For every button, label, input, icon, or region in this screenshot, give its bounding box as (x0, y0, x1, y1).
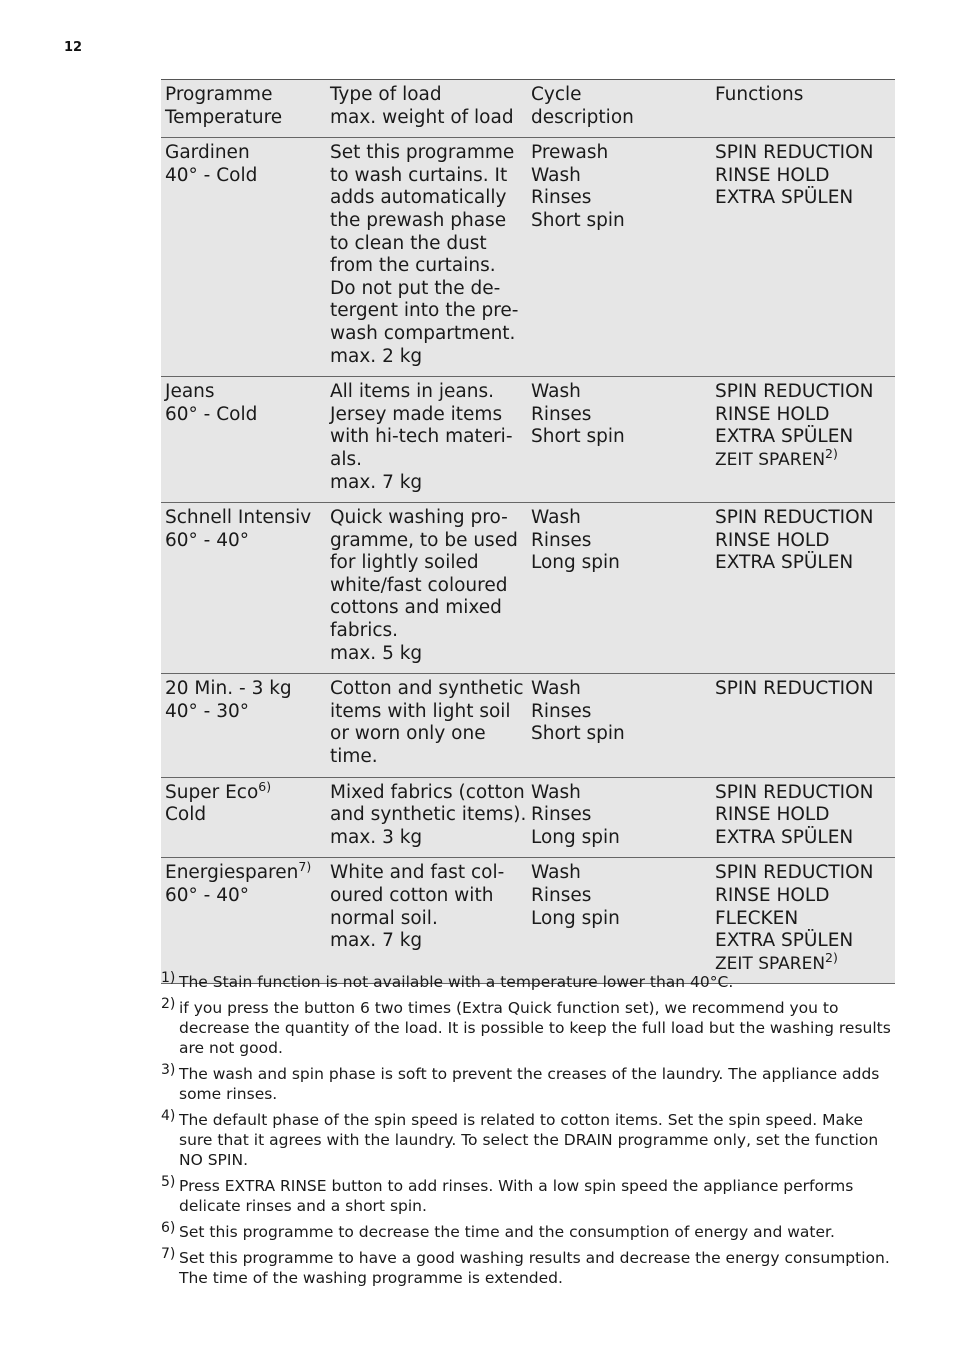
cycle-cell (527, 777, 711, 858)
cell-text: wash compartment. (330, 322, 516, 344)
column-header-line (531, 84, 707, 107)
load-line (330, 381, 523, 404)
load-line (330, 804, 527, 827)
function-item (715, 426, 891, 449)
cell-text: All items in jeans. (330, 381, 494, 403)
function-item (715, 862, 891, 885)
load-line (330, 233, 523, 256)
load-line (330, 552, 523, 575)
cell-text: Long spin (531, 826, 620, 848)
cell-text: or worn only one (330, 723, 486, 745)
table-row (161, 674, 895, 777)
cell-text: Rinses (531, 529, 592, 551)
cell-text: oured cotton with (330, 885, 494, 906)
function-item (715, 827, 891, 850)
cell-text: RINSE HOLD (715, 885, 830, 906)
cell-text: max. 3 kg (330, 826, 423, 848)
cell-text: cottons and mixed (330, 597, 502, 619)
cell-text: Rinses (531, 403, 592, 425)
load-line (330, 885, 523, 908)
load-line (330, 187, 523, 210)
cell-text: Type of load (330, 84, 442, 105)
load-line (330, 507, 523, 530)
function-item (715, 165, 891, 188)
load-line (330, 530, 523, 553)
cell-text: Short spin (531, 209, 625, 231)
footnote-number: 1) (161, 970, 176, 986)
cell-text: with hi-tech materi- (330, 426, 513, 448)
cell-text: max. weight of load (330, 106, 514, 128)
load-line (330, 746, 523, 769)
cell-text: ZEIT SPAREN (715, 953, 826, 974)
column-header-line (531, 107, 707, 130)
load-line (330, 575, 523, 598)
cell-text: Rinses (531, 187, 592, 209)
cell-text: Long spin (531, 907, 620, 929)
function-item (715, 885, 891, 908)
programme-cell (161, 138, 326, 377)
cell-text: Cotton and synthetic (330, 678, 524, 700)
programme-name (165, 507, 322, 530)
programme-cell (161, 503, 326, 674)
footnote-number: 3) (161, 1062, 176, 1078)
cell-text: EXTRA SPÜLEN (715, 826, 854, 848)
programme-temperature (165, 165, 322, 188)
cell-text: Super Eco (165, 781, 259, 803)
cycle-step (531, 552, 707, 575)
cell-text: ZEIT SPAREN (715, 449, 826, 470)
load-line (330, 827, 523, 850)
footnote (161, 1110, 895, 1170)
cycle-step (531, 426, 707, 449)
page-number: 12 (64, 40, 83, 55)
functions-cell (711, 777, 895, 858)
footnote-text: decrease the quantity of the load. It is possible to keep the full load but the washing results (179, 1019, 891, 1037)
cell-text: max. 2 kg (330, 345, 423, 367)
footnote-number: 7) (161, 1246, 176, 1262)
load-cell (326, 777, 527, 858)
cycle-step (531, 827, 707, 850)
footnote-number: 5) (161, 1174, 176, 1190)
load-line (330, 643, 523, 666)
load-line (330, 426, 523, 449)
table-row (161, 377, 895, 503)
load-line (330, 723, 523, 746)
cell-text: 40° - Cold (165, 164, 258, 186)
footnote-text: some rinses. (179, 1085, 278, 1103)
cycle-cell (527, 138, 711, 377)
load-cell (326, 674, 527, 777)
cell-text: 40° - 30° (165, 700, 250, 722)
function-item (715, 404, 891, 427)
footnote (161, 1248, 895, 1288)
column-header (527, 80, 711, 138)
programme-temperature (165, 404, 322, 427)
cell-text: Rinses (531, 804, 592, 826)
function-item (715, 445, 891, 472)
footnote-text: sure that it agrees with the laundry. To select the DRAIN programme only, set the function (179, 1131, 879, 1149)
cell-text: SPIN REDUCTION (715, 142, 874, 164)
cell-text: SPIN REDUCTION (715, 507, 874, 529)
cell-text: and synthetic items). (330, 804, 527, 826)
footnote-text: The default phase of the spin speed is related to cotton items. Set the spin speed. Make (179, 1111, 863, 1129)
footnote-text: Set this programme to have a good washing results and decrease the energy consumption. (179, 1249, 890, 1267)
cell-text: Long spin (531, 552, 620, 574)
cycle-step (531, 507, 707, 530)
cycle-step (531, 701, 707, 724)
footnote-ref: 2) (825, 445, 838, 461)
cell-text: Short spin (531, 723, 625, 745)
load-line (330, 346, 523, 369)
cell-text: Gardinen (165, 142, 250, 164)
cycle-step (531, 187, 707, 210)
cycle-step (531, 723, 707, 746)
cell-text: Wash (531, 781, 581, 803)
programme-name (165, 778, 322, 805)
cell-text: items with light soil (330, 700, 511, 722)
cell-text: normal soil. (330, 907, 438, 929)
cell-text: to wash curtains. It (330, 164, 508, 186)
cell-text: RINSE HOLD (715, 403, 830, 425)
footnote-text: delicate rinses and a short spin. (179, 1197, 427, 1215)
footnote-text: The wash and spin phase is soft to prevent the creases of the laundry. The appliance adds (179, 1065, 880, 1083)
cell-text: FLECKEN (715, 907, 799, 929)
programme-cell (161, 858, 326, 984)
cell-text: fabrics. (330, 620, 399, 642)
footnote (161, 1222, 895, 1242)
cell-text: Mixed fabrics (cotton (330, 781, 525, 803)
footnote-text: are not good. (179, 1039, 283, 1057)
programme-table (161, 79, 895, 984)
cell-text: Wash (531, 678, 581, 700)
function-item (715, 782, 891, 805)
cell-text: Temperature (165, 106, 283, 128)
load-cell (326, 503, 527, 674)
cell-text: Short spin (531, 426, 625, 448)
footnote (161, 1064, 895, 1104)
programme-table-container (161, 79, 895, 984)
load-line (330, 142, 523, 165)
column-header-line (330, 84, 523, 107)
cell-text: max. 7 kg (330, 471, 423, 493)
cell-text: max. 5 kg (330, 642, 423, 664)
cell-text: 20 Min. - 3 kg (165, 678, 292, 700)
functions-cell (711, 858, 895, 984)
cell-text: Set this programme (330, 142, 515, 164)
column-header-line (165, 84, 322, 107)
footnote-text: The time of the washing programme is extended. (179, 1269, 563, 1287)
load-line (330, 300, 523, 323)
load-line (330, 701, 523, 724)
cell-text: 60° - 40° (165, 529, 250, 551)
programme-cell (161, 377, 326, 503)
function-item (715, 678, 891, 701)
footnotes (161, 972, 895, 1294)
footnote-ref: 2) (825, 949, 838, 965)
cell-text: tergent into the pre- (330, 300, 519, 322)
programme-name (165, 381, 322, 404)
programme-name (165, 678, 322, 701)
cell-text: RINSE HOLD (715, 804, 830, 826)
cell-text: Jersey made items (330, 403, 503, 425)
cell-text: for lightly soiled (330, 552, 479, 574)
cycle-step (531, 381, 707, 404)
cell-text: Cycle (531, 84, 582, 105)
cell-text: EXTRA SPÜLEN (715, 426, 854, 448)
cell-text: Rinses (531, 885, 592, 906)
table-row (161, 777, 895, 858)
cycle-step (531, 908, 707, 931)
column-header-line (330, 107, 523, 130)
footnote-text: The Stain function is not available with a temperature lower than 40°C. (179, 973, 734, 991)
functions-cell (711, 377, 895, 503)
footnote (161, 972, 895, 992)
cell-text: Functions (715, 84, 804, 105)
load-line (330, 323, 523, 346)
cycle-cell (527, 674, 711, 777)
cell-text: to clean the dust (330, 232, 487, 254)
function-item (715, 930, 891, 953)
functions-cell (711, 503, 895, 674)
function-item (715, 804, 891, 827)
footnote-text: Press EXTRA RINSE button to add rinses. With a low spin speed the appliance performs (179, 1177, 854, 1195)
cell-text: Energiesparen (165, 862, 299, 884)
cell-text: Cold (165, 804, 207, 826)
cell-text: max. 7 kg (330, 930, 423, 952)
footnote (161, 1176, 895, 1216)
cell-text: the prewash phase (330, 209, 507, 231)
footnote-text: Set this programme to decrease the time and the consumption of energy and water. (179, 1223, 835, 1241)
programme-temperature (165, 804, 322, 827)
functions-cell (711, 138, 895, 377)
programme-name (165, 142, 322, 165)
programme-name (165, 859, 322, 885)
cell-text: RINSE HOLD (715, 529, 830, 551)
cell-text: White and fast col- (330, 862, 505, 884)
column-header (711, 80, 895, 138)
load-line (330, 597, 523, 620)
footnote-number: 6) (161, 1220, 176, 1236)
programme-cell (161, 777, 326, 858)
function-item (715, 552, 891, 575)
load-line (330, 620, 523, 643)
cell-text: Wash (531, 381, 581, 403)
function-item (715, 530, 891, 553)
cycle-cell (527, 503, 711, 674)
load-cell (326, 858, 527, 984)
cell-text: Jeans (165, 381, 215, 403)
cell-text: adds automatically (330, 187, 507, 209)
cell-text: SPIN REDUCTION (715, 381, 874, 403)
footnote-text: NO SPIN. (179, 1151, 249, 1169)
functions-cell (711, 674, 895, 777)
cell-text: RINSE HOLD (715, 164, 830, 186)
programme-temperature (165, 885, 322, 908)
cell-text: description (531, 106, 634, 128)
function-item (715, 142, 891, 165)
load-line (330, 278, 523, 301)
cycle-cell (527, 858, 711, 984)
column-header-line (165, 107, 322, 130)
cell-text: als. (330, 448, 362, 470)
function-item (715, 908, 891, 931)
load-cell (326, 138, 527, 377)
cell-text: EXTRA SPÜLEN (715, 187, 854, 209)
cycle-step (531, 530, 707, 553)
load-line (330, 678, 523, 701)
load-line (330, 908, 523, 931)
footnote (161, 998, 895, 1058)
load-line (330, 472, 523, 495)
cell-text: gramme, to be used (330, 529, 518, 551)
cycle-step (531, 862, 707, 885)
cycle-step (531, 165, 707, 188)
cell-text: SPIN REDUCTION (715, 678, 874, 700)
cell-text: EXTRA SPÜLEN (715, 930, 854, 952)
cell-text: Wash (531, 164, 581, 186)
cell-text: Wash (531, 862, 581, 884)
load-line (330, 930, 523, 953)
load-line (330, 255, 523, 278)
cell-text: Schnell Intensiv (165, 507, 312, 529)
cell-text: SPIN REDUCTION (715, 781, 874, 803)
cell-text: Rinses (531, 700, 592, 722)
programme-cell (161, 674, 326, 777)
cell-text: Do not put the de- (330, 277, 501, 299)
table-header-row (161, 80, 895, 138)
programme-temperature (165, 530, 322, 553)
cell-text: 60° - 40° (165, 885, 250, 906)
load-line (330, 404, 523, 427)
footnote-number: 4) (161, 1108, 176, 1124)
cell-text: Prewash (531, 142, 609, 164)
cycle-cell (527, 377, 711, 503)
load-line (330, 449, 523, 472)
column-header (326, 80, 527, 138)
cycle-step (531, 142, 707, 165)
load-line (330, 782, 523, 805)
load-line (330, 210, 523, 233)
cell-text: white/fast coloured (330, 574, 508, 596)
footnote-text: if you press the button 6 two times (Extra Quick function set), we recommend you to (179, 999, 839, 1017)
programme-temperature (165, 701, 322, 724)
cycle-step (531, 782, 707, 805)
cell-text: time. (330, 746, 378, 768)
footnote-number: 2) (161, 996, 176, 1012)
cycle-step (531, 210, 707, 233)
table-row (161, 503, 895, 674)
column-header-line (715, 84, 891, 107)
footnote-ref: 7) (298, 859, 312, 875)
cell-text: EXTRA SPÜLEN (715, 552, 854, 574)
load-line (330, 165, 523, 188)
cell-text: SPIN REDUCTION (715, 862, 874, 884)
cell-text: 60° - Cold (165, 403, 258, 425)
cycle-step (531, 885, 707, 908)
function-item (715, 507, 891, 530)
column-header (161, 80, 326, 138)
cycle-step (531, 678, 707, 701)
function-item (715, 381, 891, 404)
footnote-ref: 6) (258, 778, 272, 794)
cycle-step (531, 404, 707, 427)
cell-text: Wash (531, 507, 581, 529)
table-row (161, 858, 895, 984)
load-cell (326, 377, 527, 503)
cell-text: Quick washing pro- (330, 507, 508, 529)
cycle-step (531, 804, 707, 827)
cell-text: Programme (165, 84, 273, 105)
table-body (161, 138, 895, 984)
function-item (715, 187, 891, 210)
load-line (330, 862, 523, 885)
cell-text: from the curtains. (330, 255, 496, 277)
table-row (161, 138, 895, 377)
